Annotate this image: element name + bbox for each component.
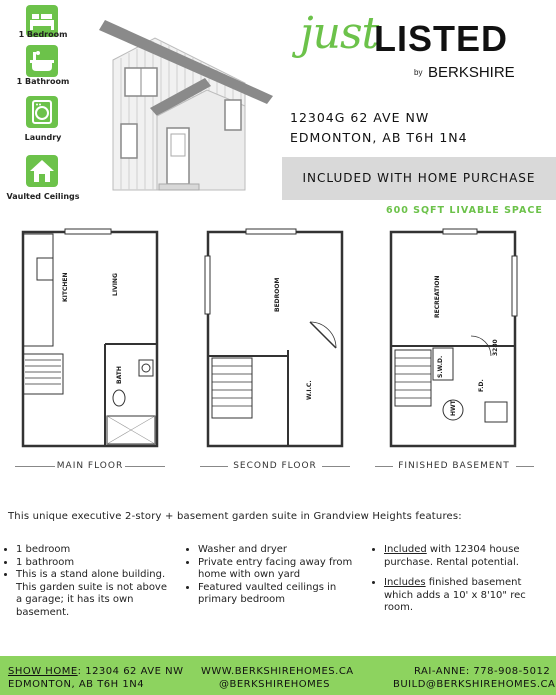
feature-list-1 bbox=[4, 544, 176, 619]
brand-by-text: by bbox=[414, 68, 423, 77]
banner-text: INCLUDED WITH HOME PURCHASE bbox=[302, 171, 536, 185]
show-home-label: SHOW HOME bbox=[8, 666, 78, 677]
basement-floor-plan bbox=[383, 226, 523, 454]
room-label: F.D. bbox=[478, 379, 485, 392]
room-label: S.W.D. bbox=[437, 355, 444, 378]
social-handle[interactable]: @BERKSHIREHOMES bbox=[219, 679, 330, 690]
main-floor-plan bbox=[15, 226, 165, 454]
description-text: This unique executive 2-story + basement garden suite in Grandview Heights features: bbox=[8, 511, 462, 522]
list-item bbox=[384, 544, 552, 569]
washer-icon bbox=[26, 96, 58, 128]
list-item-text: with 12304 house purchase. Rental potential. bbox=[384, 544, 520, 568]
list-item: • Featured vaulted ceilings in primary bedroom bbox=[198, 582, 370, 607]
included-banner bbox=[282, 157, 556, 200]
show-home-city: EDMONTON, AB T6H 1N4 bbox=[8, 679, 145, 690]
brand-name: BERKSHIRE bbox=[428, 64, 515, 81]
list-item-text: finished basement which adds a 10' x 8'10" rec room. bbox=[384, 577, 526, 613]
room-label: HWT bbox=[450, 400, 457, 416]
website-link[interactable]: WWW.BERKSHIREHOMES.CA bbox=[201, 666, 354, 677]
list-item: • Washer and dryer bbox=[198, 544, 370, 557]
basement-caption: FINISHED BASEMENT bbox=[398, 461, 510, 471]
feature-list-2 bbox=[186, 544, 370, 607]
show-home-street: : 12304 62 AVE NW bbox=[77, 666, 184, 677]
house-elevation-image bbox=[95, 8, 275, 196]
main-floor-caption: MAIN FLOOR bbox=[56, 461, 124, 471]
house-icon bbox=[26, 155, 58, 187]
room-label: 3280 bbox=[492, 339, 499, 356]
list-item: • This is a stand alone building. This garden suite is not above a garage; it has its own basement. bbox=[16, 569, 176, 619]
feature-list-3 bbox=[372, 544, 552, 615]
bathtub-icon bbox=[26, 45, 58, 77]
included-link[interactable]: Included bbox=[384, 544, 427, 555]
list-item: • 1 bedroom bbox=[16, 544, 176, 557]
address-line-2: EDMONTON, AB T6H 1N4 bbox=[290, 130, 468, 145]
footer-bar bbox=[0, 656, 556, 695]
feature-label: Laundry bbox=[24, 133, 62, 142]
room-label: BEDROOM bbox=[274, 277, 281, 312]
email-link[interactable]: BUILD@BERKSHIREHOMES.CA bbox=[393, 679, 556, 690]
just-script-logo: just bbox=[300, 8, 379, 59]
room-label: W.I.C. bbox=[306, 380, 313, 400]
agent-phone[interactable]: RAI-ANNE: 778-908-5012 bbox=[414, 666, 551, 677]
list-item: • Private entry facing away from home with own yard bbox=[198, 557, 370, 582]
feature-label: Vaulted Ceilings bbox=[6, 192, 80, 201]
address-line-1: 12304G 62 AVE NW bbox=[290, 110, 430, 125]
feature-label: 1 Bathroom bbox=[16, 77, 70, 86]
sqft-label: 600 SQFT LIVABLE SPACE bbox=[386, 205, 543, 216]
room-label: BATH bbox=[116, 366, 123, 384]
list-item bbox=[384, 577, 552, 615]
second-floor-plan bbox=[200, 226, 350, 454]
list-item: • 1 bathroom bbox=[16, 557, 176, 570]
room-label: RECREATION bbox=[434, 275, 441, 318]
includes-link[interactable]: Includes bbox=[384, 577, 426, 588]
listed-heading: LISTED bbox=[374, 18, 509, 59]
room-label: KITCHEN bbox=[62, 272, 69, 302]
second-floor-caption: SECOND FLOOR bbox=[233, 461, 317, 471]
feature-label: 1 Bedroom bbox=[18, 30, 68, 39]
show-home-address bbox=[8, 666, 184, 677]
room-label: LIVING bbox=[112, 273, 119, 296]
